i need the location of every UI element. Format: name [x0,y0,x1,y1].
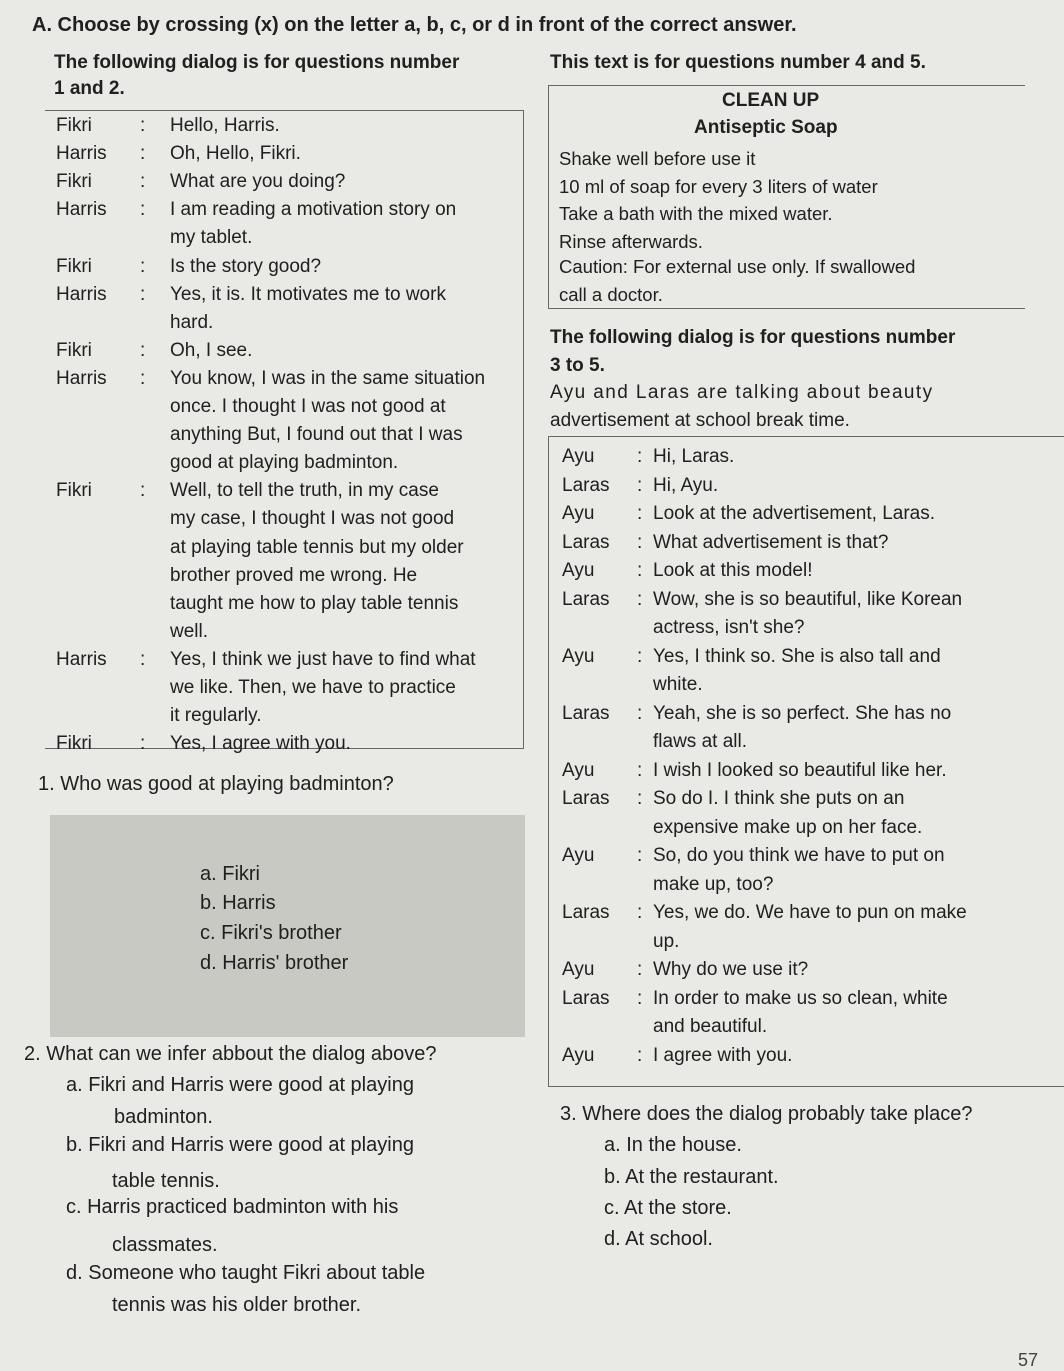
q3-option-b[interactable]: b. At the restaurant. [604,1166,779,1188]
dialog1-intro-line1: The following dialog is for questions number [54,52,460,73]
q2-option-c-cont: classmates. [112,1234,218,1256]
dialog-speaker: Harris [56,143,107,165]
dialog-colon: : [140,339,146,361]
dialog-speaker: Harris [56,283,107,305]
dialog-text: anything But, I found out that I was [170,424,463,446]
dialog-speaker: Ayu [562,560,595,581]
dialog-speaker: Ayu [562,503,595,524]
dialog-speaker: Harris [56,367,107,389]
dialog-speaker: Ayu [562,1044,595,1066]
q3-option-a[interactable]: a. In the house. [604,1134,742,1156]
dialog-text: Is the story good? [170,255,322,277]
q1-question: 1. Who was good at playing badminton? [38,773,394,795]
dialog-speaker: Fikri [56,115,92,136]
dialog-text: good at playing badminton. [170,452,399,474]
dialog-colon: : [637,503,643,524]
q1-option-b[interactable]: b. Harris [200,892,276,914]
dialog-colon: : [637,902,643,923]
dialog-text: once. I thought I was not good at [170,396,446,417]
dialog-colon: : [637,588,643,610]
dialog-text: it regularly. [170,705,262,727]
dialog-text: at playing table tennis but my older [170,536,464,558]
dialog-text: I am reading a motivation story on [170,199,457,221]
dialog-text: and beautiful. [653,1016,768,1037]
advert-line: Rinse afterwards. [559,231,703,252]
dialog-text: In order to make us so clean, white [653,987,948,1009]
dialog-text: Yes, we do. We have to pun on make [653,902,967,923]
dialog-speaker: Laras [562,987,610,1009]
dialog-text: hard. [170,311,214,333]
dialog-text: Yes, I think we just have to find what [170,648,476,670]
q3-option-c[interactable]: c. At the store. [604,1197,732,1219]
dialog-text: Look at the advertisement, Laras. [653,503,935,524]
q2-option-a-cont: badminton. [114,1106,213,1128]
q2-option-c[interactable]: c. Harris practiced badminton with his [66,1196,399,1218]
advert-subtitle: Antiseptic Soap [694,117,838,138]
advert-line: Shake well before use it [559,148,756,169]
dialog-colon: : [637,788,643,809]
dialog-colon: : [140,115,146,136]
q2-option-b[interactable]: b. Fikri and Harris were good at playing [66,1134,414,1156]
dialog-colon: : [637,702,643,724]
dialog-speaker: Fikri [56,255,92,277]
dialog-colon: : [140,480,146,502]
q1-option-d[interactable]: d. Harris' brother [200,952,349,974]
dialog-text: I wish I looked so beautiful like her. [653,759,947,781]
dialog-speaker: Laras [562,531,610,553]
dialog-text: flaws at all. [653,731,747,752]
dialog1-intro-line2: 1 and 2. [54,78,125,99]
q1-option-c[interactable]: c. Fikri's brother [200,922,342,944]
q2-question: 2. What can we infer abbout the dialog above? [24,1043,437,1065]
advert-intro: This text is for questions number 4 and 5. [550,52,926,73]
dialog-text: white. [653,674,703,695]
q2-option-a[interactable]: a. Fikri and Harris were good at playing [66,1074,414,1096]
dialog-speaker: Laras [562,902,610,923]
dialog-text: Yes, I agree with you. [170,733,351,755]
page-number: 57 [1018,1350,1039,1370]
dialog-speaker: Ayu [562,959,595,980]
dialog-speaker: Harris [56,199,107,221]
dialog-text: we like. Then, we have to practice [170,677,456,698]
dialog-colon: : [637,759,643,781]
dialog-text: well. [170,620,209,642]
dialog-colon: : [140,171,146,193]
dialog-text: Hi, Ayu. [653,474,719,496]
q3-question: 3. Where does the dialog probably take place? [560,1103,973,1125]
dialog-text: Oh, I see. [170,339,253,361]
dialog-colon: : [637,959,643,980]
dialog-colon: : [140,733,146,755]
dialog-speaker: Fikri [56,339,92,361]
dialog-speaker: Fikri [56,171,92,193]
dialog-text: Yes, it is. It motivates me to work [170,283,446,305]
dialog-speaker: Fikri [56,733,92,755]
dialog-speaker: Ayu [562,845,595,866]
dialog-speaker: Ayu [562,645,595,667]
dialog-colon: : [140,199,146,221]
dialog-speaker: Laras [562,588,610,610]
dialog-text: Well, to tell the truth, in my case [170,480,439,502]
dialog-speaker: Ayu [562,759,595,781]
dialog-colon: : [637,845,643,866]
advert-title: CLEAN UP [722,90,820,111]
dialog-colon: : [140,648,146,670]
dialog-text: What are you doing? [170,171,346,193]
dialog-text: make up, too? [653,873,774,895]
dialog2-intro-line2: 3 to 5. [550,355,605,376]
dialog-speaker: Ayu [562,446,595,467]
dialog-speaker: Laras [562,702,610,724]
dialog-text: my tablet. [170,227,253,249]
dialog-text: What advertisement is that? [653,531,889,553]
q2-option-b-cont: table tennis. [112,1170,220,1192]
dialog-text: up. [653,930,680,952]
dialog-text: Hello, Harris. [170,115,280,136]
advert-line: call a doctor. [559,284,663,305]
dialog-text: So do I. I think she puts on an [653,788,905,809]
instruction: A. Choose by crossing (x) on the letter a, b, c, or d in front of the correct answer. [32,14,797,36]
q1-option-a[interactable]: a. Fikri [200,863,260,885]
dialog-colon: : [637,446,643,467]
dialog-text: actress, isn't she? [653,617,805,638]
dialog-colon: : [140,255,146,277]
q2-option-d[interactable]: d. Someone who taught Fikri about table [66,1262,426,1284]
dialog-colon: : [140,143,146,165]
dialog-text: Oh, Hello, Fikri. [170,143,301,165]
dialog-text: Yeah, she is so perfect. She has no [653,702,952,724]
dialog-speaker: Laras [562,474,610,496]
dialog-text: brother proved me wrong. He [170,564,418,586]
q2-option-d-cont: tennis was his older brother. [112,1294,362,1316]
dialog-text: Yes, I think so. She is also tall and [653,645,941,667]
dialog-colon: : [140,367,146,389]
dialog-speaker: Laras [562,788,610,809]
dialog-colon: : [637,531,643,553]
dialog-text: Why do we use it? [653,959,809,980]
q3-option-d[interactable]: d. At school. [604,1228,713,1250]
dialog-colon: : [637,987,643,1009]
dialog-speaker: Harris [56,648,107,670]
dialog-text: my case, I thought I was not good [170,508,455,530]
dialog-text: You know, I was in the same situation [170,367,486,389]
dialog-text: taught me how to play table tennis [170,592,459,614]
dialog2-intro-line1: The following dialog is for questions number [550,327,956,348]
dialog-text: Look at this model! [653,560,813,581]
dialog-text: Wow, she is so beautiful, like Korean [653,588,963,610]
advert-box [548,85,1025,309]
dialog2-context-line1: Ayu and Laras are talking about beauty [550,382,934,403]
dialog-colon: : [637,1044,643,1066]
advert-line: Take a bath with the mixed water. [559,203,833,224]
dialog-text: Hi, Laras. [653,446,735,467]
dialog-text: So, do you think we have to put on [653,845,945,866]
dialog-speaker: Fikri [56,480,92,502]
dialog-colon: : [637,560,643,581]
dialog-colon: : [140,283,146,305]
dialog-text: I agree with you. [653,1044,793,1066]
advert-line: Caution: For external use only. If swallowed [559,256,916,277]
dialog-colon: : [637,474,643,496]
advert-line: 10 ml of soap for every 3 liters of water [559,176,878,197]
dialog-text: expensive make up on her face. [653,816,923,838]
dialog-colon: : [637,645,643,667]
dialog2-context-line2: advertisement at school break time. [550,410,850,431]
